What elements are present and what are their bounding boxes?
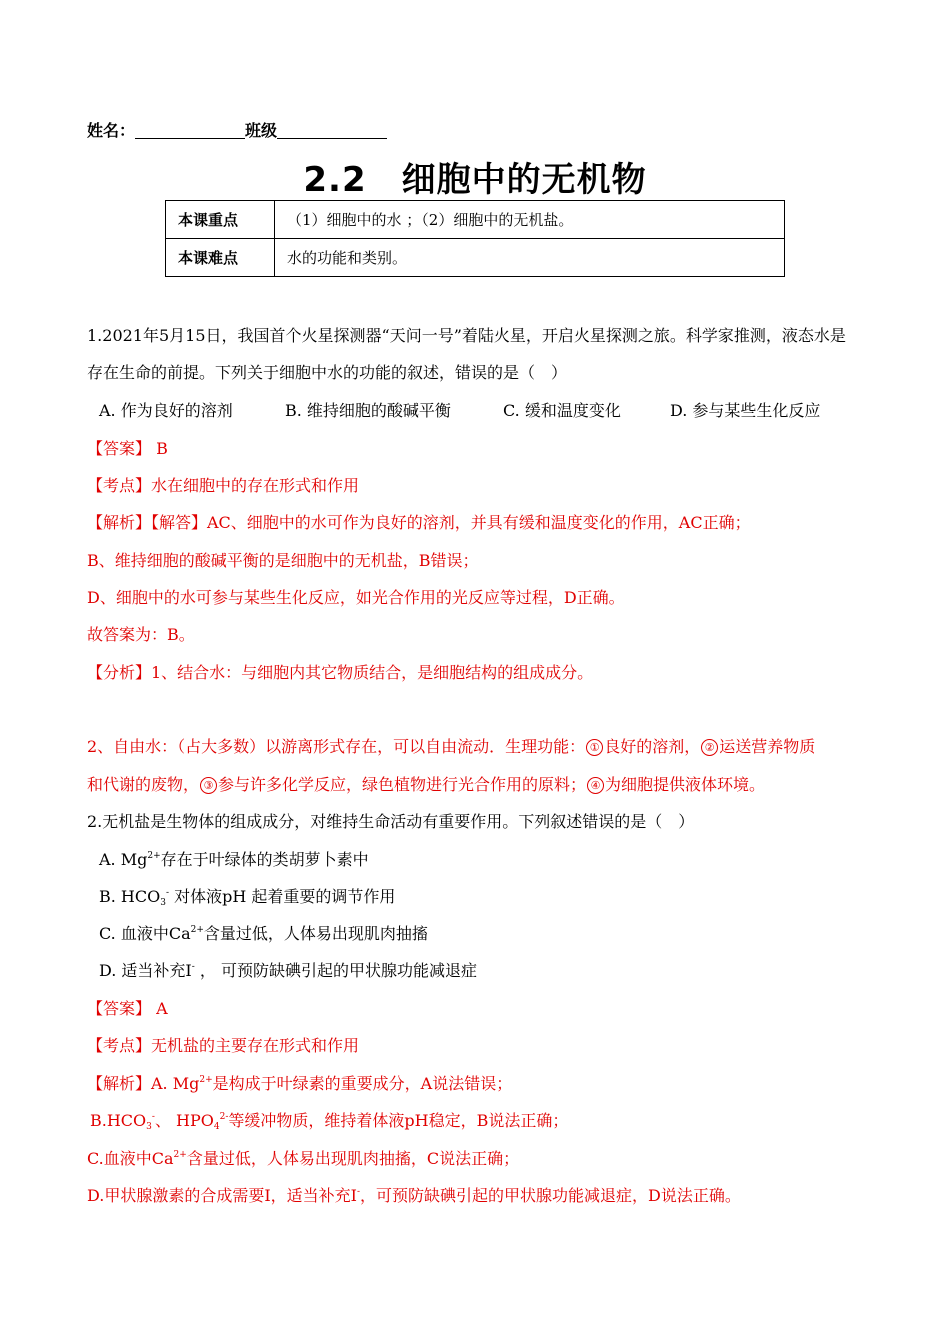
focus-key: 本课重点 xyxy=(166,201,275,239)
q1-jiexi-line2: B、维持细胞的酸碱平衡的是细胞中的无机盐，B错误； xyxy=(87,551,479,570)
option-text: 存在于叶绿体的类胡萝卜素中 xyxy=(160,850,369,869)
q2-jiexi-line2 xyxy=(90,1108,568,1131)
superscript: - xyxy=(191,962,195,972)
fenxi-text: 和代谢的废物， xyxy=(87,775,200,794)
q1-jiexi-line4: 故答案为：B。 xyxy=(87,625,195,644)
fenxi-text: 2、自由水：（占大多数）以游离形式存在，可以自由流动．生理功能： xyxy=(87,737,586,756)
difficulty-key: 本课难点 xyxy=(166,239,275,277)
jiexi-text: 含量过低，人体易出现肌肉抽搐，C说法正确； xyxy=(186,1149,520,1168)
option-text: 对体液pH 起着重要的调节作用 xyxy=(169,887,396,906)
q1-stem-line1: 1.2021年5月15日，我国首个火星探测器“天问一号”着陆火星，开启火星探测之旅。科学家推测，液态水是 xyxy=(87,326,846,345)
student-info-line xyxy=(87,118,387,141)
name-label: 姓名： xyxy=(87,121,136,140)
superscript: 2+ xyxy=(199,1075,213,1085)
superscript: 2+ xyxy=(147,851,161,861)
superscript: 2+ xyxy=(173,1150,187,1160)
q1-fenxi-line1: 【分析】1、结合水：与细胞内其它物质结合，是细胞结构的组成成分。 xyxy=(87,663,594,682)
lesson-focus-table xyxy=(165,200,785,277)
fenxi-text: 良好的溶剂， xyxy=(604,737,701,756)
superscript: - xyxy=(165,888,170,898)
q2-answer: 【答案】 A xyxy=(87,999,168,1018)
q1-option-b[interactable]: B. 维持细胞的酸碱平衡 xyxy=(285,401,451,420)
name-blank[interactable] xyxy=(135,122,245,139)
jiexi-text: D.甲状腺激素的合成需要I，适当补充I xyxy=(87,1186,357,1205)
fenxi-text: 参与许多化学反应，绿色植物进行光合作用的原料； xyxy=(218,775,587,794)
option-text: 含量过低，人体易出现肌肉抽搐 xyxy=(203,924,428,943)
jiexi-text: C.血液中Ca xyxy=(87,1149,174,1168)
q2-jiexi-line3 xyxy=(87,1146,519,1169)
q1-option-d[interactable]: D. 参与某些生化反应 xyxy=(670,401,821,420)
superscript: 2+ xyxy=(190,925,204,935)
q2-jiexi-line1 xyxy=(87,1071,512,1094)
table-row xyxy=(166,201,785,239)
q2-stem: 2.无机盐是生物体的组成成分，对维持生命活动有重要作用。下列叙述错误的是（ ） xyxy=(87,812,695,831)
circled-1: ① xyxy=(586,739,603,756)
q1-stem-line2: 存在生命的前提。下列关于细胞中水的功能的叙述，错误的是（ ） xyxy=(87,363,568,382)
fenxi-text: 运送营养物质 xyxy=(719,737,816,756)
circled-3: ③ xyxy=(200,777,217,794)
focus-value: （1）细胞中的水 ；（2）细胞中的无机盐。 xyxy=(275,201,785,239)
page-title: 2.2 细胞中的无机物 xyxy=(303,160,647,200)
q2-option-d[interactable] xyxy=(99,958,477,981)
q2-option-b[interactable] xyxy=(99,884,395,907)
q1-option-c[interactable]: C. 缓和温度变化 xyxy=(503,401,621,420)
subscript: 3 xyxy=(146,1122,152,1132)
jiexi-text: ，可预防缺碘引起的甲状腺功能减退症，D说法正确。 xyxy=(360,1186,741,1205)
jiexi-text: 、 HPO xyxy=(154,1111,214,1130)
q1-jiexi-line1: 【解析】【解答】AC、细胞中的水可作为良好的溶剂，并具有缓和温度变化的作用，AC正确； xyxy=(87,513,751,532)
q1-answer: 【答案】 B xyxy=(87,439,168,458)
table-row xyxy=(166,239,785,277)
q1-jiexi-line3: D、细胞中的水可参与某些生化反应，如光合作用的光反应等过程，D正确。 xyxy=(87,588,625,607)
class-blank[interactable] xyxy=(277,122,387,139)
jiexi-text: 【解析】A. Mg xyxy=(87,1074,200,1093)
option-text: C. 血液中Ca xyxy=(99,924,191,943)
difficulty-value: 水的功能和类别。 xyxy=(275,239,785,277)
fenxi-text: 为细胞提供液体环境。 xyxy=(605,775,766,794)
option-text: ， 可预防缺碘引起的甲状腺功能减退症 xyxy=(194,961,477,980)
subscript: 4 xyxy=(213,1122,220,1132)
q2-option-c[interactable] xyxy=(99,921,428,944)
q1-fenxi-line2 xyxy=(87,734,815,757)
superscript: - xyxy=(357,1187,361,1197)
option-text: A. Mg xyxy=(99,850,148,869)
q2-kaodian: 【考点】无机盐的主要存在形式和作用 xyxy=(87,1036,360,1055)
q2-option-a[interactable] xyxy=(99,847,369,870)
jiexi-text: 等缓冲物质，维持着体液pH稳定，B说法正确； xyxy=(228,1111,569,1130)
subscript: 3 xyxy=(160,898,166,908)
circled-4: ④ xyxy=(587,777,604,794)
circled-2: ② xyxy=(701,739,718,756)
q2-jiexi-line4 xyxy=(87,1183,741,1206)
q1-option-a[interactable]: A. 作为良好的溶剂 xyxy=(99,401,233,420)
option-text: B. HCO xyxy=(99,887,161,906)
jiexi-text: B.HCO xyxy=(90,1111,147,1130)
superscript: - xyxy=(151,1112,155,1122)
q1-fenxi-line3 xyxy=(87,772,765,795)
option-text: D. 适当补充I xyxy=(99,961,192,980)
q1-kaodian: 【考点】水在细胞中的存在形式和作用 xyxy=(87,476,360,495)
superscript: 2- xyxy=(219,1112,229,1122)
jiexi-text: 是构成于叶绿素的重要成分，A说法错误； xyxy=(212,1074,513,1093)
class-label: 班级 xyxy=(245,121,278,140)
